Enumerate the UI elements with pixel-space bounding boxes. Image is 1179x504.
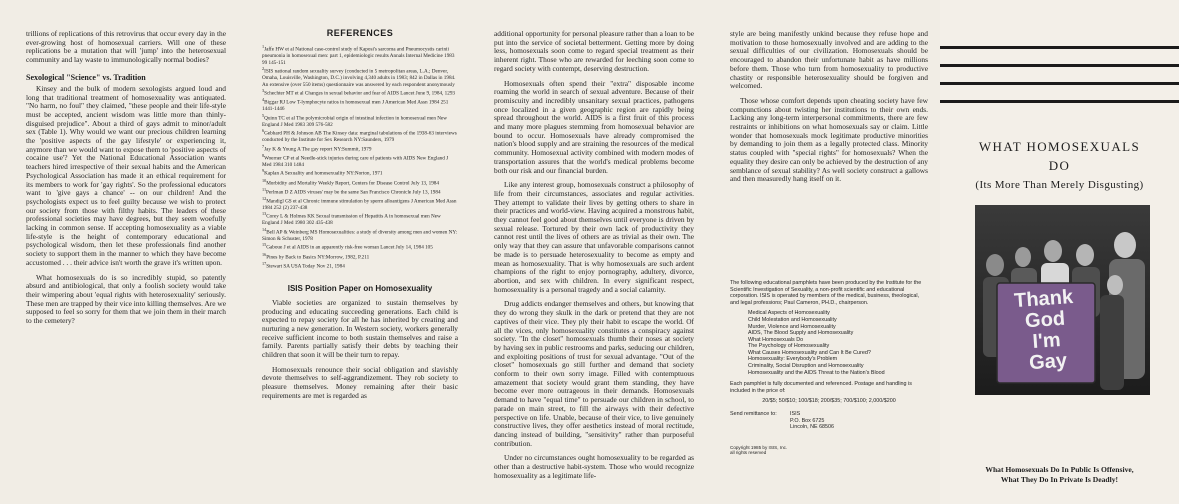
reference-number: 1 xyxy=(262,44,265,49)
panel-1 xyxy=(0,0,236,504)
pamphlet-list xyxy=(730,310,928,376)
reference-item xyxy=(262,196,458,212)
reference-text: Morbidity and Mortality Weekly Report, Centers for Disease Control July 13, 1984 xyxy=(266,180,439,187)
reference-item xyxy=(262,88,458,97)
reference-text: Biggar RJ Low T-lymphocyte ratios in homosexual men J American Med Assn 1984 251 1441-1446 xyxy=(262,99,449,113)
reference-item xyxy=(262,44,458,66)
reference-text: Bell AP & Weinberg MS Homosexualities: a study of diversity among men and women NY: Simon & Schuster, 1978 xyxy=(262,229,458,243)
cover-rule xyxy=(940,82,1179,85)
reference-item xyxy=(262,97,458,113)
reference-number: 14 xyxy=(262,226,267,232)
copyright-line: all rights reserved xyxy=(730,450,767,456)
cover-footer-line: What They Do In Private Is Deadly! xyxy=(1000,475,1119,484)
cover-rule xyxy=(940,100,1179,103)
panel-4 xyxy=(706,0,940,504)
reference-text: Woerner CP et al Needle-stick injuries during care of patients with AIDS New England J Med 1984 310 1484 xyxy=(262,155,449,168)
reference-number: 7 xyxy=(262,143,265,149)
panel4-top-paragraph: style are being manifestly unkind because they refuse hope and motivation to those homosexually involved and are adding to the sexual difficulties of our civilization. Homosexuals should be encouraged to abandon their unfortunate habit as have millions before them. Those who turn from homosexuality to productive chastity or responsible heterosexuality should be forgiven and welcomed. xyxy=(730,29,928,91)
reference-item xyxy=(262,227,458,243)
reference-item xyxy=(262,211,458,227)
reference-number: 12 xyxy=(262,195,267,201)
reference-number: 2 xyxy=(262,65,265,71)
reference-number: 3 xyxy=(262,87,265,93)
reference-number: 15 xyxy=(262,242,267,248)
reference-number: 4 xyxy=(262,97,265,103)
reference-text: Kaplan A Sexuality and homosexuality NY:Norton, 1971 xyxy=(264,171,383,178)
reference-item xyxy=(262,252,458,261)
reference-text: Gaboue J et al AIDS in an apparently risk-free woman Lancet July 14, 1984 105 xyxy=(266,245,433,252)
panel-2 xyxy=(236,0,470,504)
reference-number: 5 xyxy=(262,112,265,118)
reference-text: Schechter MT et al Changes in sexual behavior and fear of AIDS Lancet June 9, 1984, 1293 xyxy=(264,90,456,97)
references-list xyxy=(262,44,458,270)
pamphlet-title: Child Molestation and Homosexuality xyxy=(748,316,837,323)
panel3-paragraph: Homosexuals often spend their "extra" disposable income roaming the world in search of sexual adventure. Because of their promiscuity and incredibly unsanitary sexual practices, pathogens once localized in a given geographic region are rapidly being spread throughout the world. AIDS is a first fruit of this process and many more plagues stemming from homosexual behavior are bound to occur. Homosexuals have already compromised the nation's blood supply and are straining the resources of the medical community. Homosexual activity combined with modern modes of transportation assures that the world's medical problems become both our risk and our financial burden. xyxy=(494,78,694,175)
sign-line: I'm xyxy=(1031,329,1062,353)
reference-text: Corey L & Holmes KK Sexual transmission of Hepatitis A in homosexual men New England J Med 1980 302 435-438 xyxy=(262,214,441,227)
address-line: P.O. Box 6725 xyxy=(790,417,825,424)
panel3-top-paragraph: additional opportunity for personal pleasure rather than a loan to be put into the service of societal betterment. Getting more by doing less, homosexuals soon come to regard special treatment as their inherent right. Those who are rewarded for leeching soon come to regard society with contempt, deserving destruction. xyxy=(494,29,694,73)
cover-title-line: DO xyxy=(1048,158,1071,173)
sign-line: God xyxy=(1024,307,1066,333)
cover-title-line: WHAT HOMOSEXUALS xyxy=(978,139,1141,154)
send-label: Send remittance to: xyxy=(730,411,777,418)
reference-text: Gebhard PH & Johnson AB The Kinsey data: marginal tabulations of the 1938-63 interviews conducted by the Institute for Sex Research NY:Saunders, 1979 xyxy=(262,130,457,144)
reference-text: ISIS national random sexuality survey (conducted in 5 metropolitan areas, L.A.; Denver, Omaha, Louisville, Washington, D.C.) involving 4,340 adults in 1983; 842 in Dallas in 1984. An extensive (over 550 items) questionnaire was answered by each respondent anonymously xyxy=(262,68,456,88)
pamphlet-title: Murder, Violence and Homosexuality xyxy=(748,323,836,330)
pamphlet-title: AIDS, The Blood Supply and Homosexuality xyxy=(748,330,854,337)
info-intro: The following educational pamphlets have been produced by the Institute for the Scientific Investigation of Sexuality, a non-profit scientific and educational corporation. ISIS is operated by members of the medical, business, theological, and legal professions; Paul Cameron, PH.D., chairperson. xyxy=(730,279,922,306)
panel-3 xyxy=(470,0,706,504)
cover-subtitle: (Its More Than Merely Disgusting) xyxy=(975,179,1144,191)
reference-item xyxy=(262,66,458,88)
pamphlet-title: What Homosexuals Do xyxy=(748,336,804,343)
reference-item xyxy=(262,261,458,270)
references-title: REFERENCES xyxy=(326,28,394,38)
pamphlet-title: Homosexuality: Everybody's Problem xyxy=(748,356,838,363)
reference-number: 10 xyxy=(262,177,267,183)
reference-number: 8 xyxy=(262,152,265,158)
reference-text: Mandigl GS et al Chronic immune stimulation by sperm alloantigens J American Med Assn 1984 252 (2) 237-438 xyxy=(262,198,457,211)
remittance-block xyxy=(730,411,928,431)
reference-number: 13 xyxy=(262,211,267,217)
copyright xyxy=(730,445,928,455)
reference-item xyxy=(262,242,458,251)
cover-panel xyxy=(940,0,1179,504)
pamphlet-title: Homosexuality and the AIDS Threat to the Nation's Blood xyxy=(748,369,885,376)
position-paper-title: ISIS Position Paper on Homosexuality xyxy=(287,283,433,293)
reference-item xyxy=(262,144,458,153)
panel3-paragraph: Like any interest group, homosexuals construct a philosophy of life from their circumstances, associates and regular activities. They attempt to validate their lives by getting others to share in their practices and world-view. Having acquired a monstrous habit, they cannot feel good about themselves until everyone is driven by sexual release. Tortured by their own lack of productivity they cannot rest until the lives of others are as trivial as their own. The only way that they can assure that unfavorable comparisons cannot be made is to persuade heterosexuality to become as empty and mean as homosexuality. That is why homosexuals are such ardent champions of the right to enjoy pornography, adultery, divorce, abortion, and sex with children. In every significant respect, homosexuality is a personal tragedy and a social calamity. xyxy=(494,180,694,294)
protest-photo xyxy=(975,205,1150,395)
sign-text xyxy=(994,280,1099,387)
panel1-paragraph: Kinsey and the bulk of modern sexologists argued loud and long that traditional treatment of homosexuality was antiquated. "No harm, no foul" they claimed, "these people and their life-style must be accepted, ancient wisdom was little more than thinly-disguised prejudice". About a third of gays admit to minor/adult sex (Table 1). Why would we want our precious children learning the 'positive aspects of the gay lifestyle' or experiencing it, anymore than we would want to expose them to 'positive aspects of cocaine use'? Yet the National Educational Association wants teachers hired irrespective of their sexual habits and the American Psychological Association has made it an ethical requirement for its members to work for 'gay rights'. So the professional educators want to 'give gays a chance' -- on our children! And the psychologists expect us to feel guilty because we wish to protect our society from those with filthy habits. The leaders of these professional societies may have degrees, but they seem woefully lacking in common sense. If accepting homosexuality as a viable life-style is the height of contemporary educational and psychological wisdom, then let these professionals find another society to support them in the manner to which they have become accustomed . . . their advice isn't worth the grave it's written upon. xyxy=(26,83,226,267)
address-line: Lincoln, NE 68506 xyxy=(790,424,835,431)
reference-number: 11 xyxy=(262,186,267,192)
prices: 20/$5; 50/$10; 100/$18; 200/$35; 700/$100; 2,000/$200 xyxy=(762,398,896,405)
cover-footer xyxy=(940,465,1179,485)
reference-number: 9 xyxy=(262,168,265,174)
reference-text: Jay K & Young A The gay report NY:Summit, 1979 xyxy=(264,146,372,153)
reference-item xyxy=(262,168,458,177)
reference-item xyxy=(262,187,458,196)
pricing-intro: Each pamphlet is fully documented and referenced. Postage and handling is included in the price of: xyxy=(730,381,912,394)
reference-item xyxy=(262,178,458,187)
copyright-line: Copyright 1985 by ISIS, Inc. xyxy=(730,444,788,450)
pamphlet-title: The Psychology of Homosexuality xyxy=(748,343,830,350)
sign-line: Thank xyxy=(1013,286,1074,313)
cover-rule xyxy=(940,46,1179,49)
panel1-top-paragraph: trillions of replications of this retrovirus that occur every day in the ever-growing host of homosexual carriers. Will one of these replications be a mutation that will 'jump' into the heterosexual community and lay waste to immunologically normal bodies? xyxy=(26,29,226,65)
panel3-paragraph: Drug addicts endanger themselves and others, but knowing that they do wrong they skulk in the dark or pretend that they are not captives of their vice. They ply their habit to escape the world. Of all the vices, only homosexuality constitutes a conspiracy against society. "In the closet" homosexuals thumb their noses at society by having sex in public restrooms and parks, seducing our children, and exploiting positions of trust for sexual advantage. "Out of the closet" homosexuals go still further and demand that society conform to their own sorry image. Filled with contemptuous amazement that society would grant them standing, they have become ever more outrageous in their demands. Homosexuals demand to have "equal time" to persuade our children in school, to parade on main street, to fill the airways with their defective perspective on life. Unable, because of their vice, to live genuinely constructive lives, they offer aesthetics instead of moral rectitude, dancing instead of building, "sensitivity" rather than purposeful contribution. xyxy=(494,299,694,448)
reference-item xyxy=(262,153,458,169)
cover-title xyxy=(940,137,1179,175)
pamphlet-title: Medical Aspects of Homosexuality xyxy=(748,310,830,317)
reference-text: Perlman D Z AIDS viruses' may be the same San Francisco Chronicle July 13, 1984 xyxy=(266,189,441,196)
pamphlet-title: Criminality, Social Disruption and Homosexuality xyxy=(748,363,864,370)
reference-number: 16 xyxy=(262,251,267,257)
reference-item xyxy=(262,128,458,144)
cover-rule xyxy=(940,64,1179,67)
reference-number: 17 xyxy=(262,260,267,266)
reference-text: Quinn TC et al The polymicrobial origin of intestinal infection in homosexual men New England J Med 1983 309 576-582 xyxy=(262,115,448,128)
panel3-paragraph: Under no circumstances ought homosexuality to be regarded as other than a destructive habit-system. Those who would recognize homosexuality as a legitimate life- xyxy=(494,453,694,480)
reference-text: Stewart SA USA Today Nov 21, 1984 xyxy=(266,263,345,270)
reference-text: Jaffe HW et al National case-control study of Kaposi's sarcoma and Pneumocystis carinii pneumonia in homosexual men: part 1, epidemiologic results Annals Internal Medicine 1983 99 145-151 xyxy=(262,46,455,66)
section-heading: Sexological "Science" vs. Tradition xyxy=(26,72,146,82)
pamphlet-title: What Causes Homosexuality and Can It Be Cured? xyxy=(748,349,871,356)
sign-line: Gay xyxy=(1028,349,1068,375)
reference-number: 6 xyxy=(262,128,265,134)
panel2-paragraph: Homosexuals renounce their social obligation and slavishly devote themselves to self-aggrandizement. They rob society to pleasure themselves. Money remaining after their basic requirements are met is regarded as xyxy=(262,364,458,400)
cover-footer-line: What Homosexuals Do In Public Is Offensive, xyxy=(985,465,1134,474)
panel4-paragraph: Those whose comfort depends upon cheating society have few compunctions about twisting her institutions to their own ends. Lacking any long-term interpersonal commitments, there are few restraints or inhibitions on what homosexuals say or claim. Little wonder that homosexuals mock legitimate productive minorities by demanding to join them as a legally protected class. Minority status coupled with "special rights" for homosexuals? When the equality they desire can only be achieved by the destruction of any semblance of sexual stability? As well society construct a gallows and then measuredly hang itself on it. xyxy=(730,95,928,184)
panel2-paragraph: Viable societies are organized to sustain themselves by producing and educating succeeding generations. Each child is expected to repay society for all he has inherited by creating and nurturing a new generation. In Western society, workers generally receive sufficient income to both sustain themselves and raise a family. Parents partially satisfy their debts by teaching their children that soon it will be their turn to repay. xyxy=(262,297,458,360)
reference-text: Pines by Back to Basics NY:Morrow, 1982, P.211 xyxy=(266,254,370,261)
reference-item xyxy=(262,113,458,129)
panel1-paragraph: What homosexuals do is so incredibly stupid, so patently absurd and antibiological, that only a foolish society would take their wimpering about 'equal rights with heterosexuality' seriously. These men are trapped by their vice into killing themselves. Are we supposed to feel so sorry for them that we join them in their march to the cemetery? xyxy=(26,272,226,326)
pamphlet-info xyxy=(730,280,928,455)
address-line: ISIS xyxy=(790,411,801,418)
